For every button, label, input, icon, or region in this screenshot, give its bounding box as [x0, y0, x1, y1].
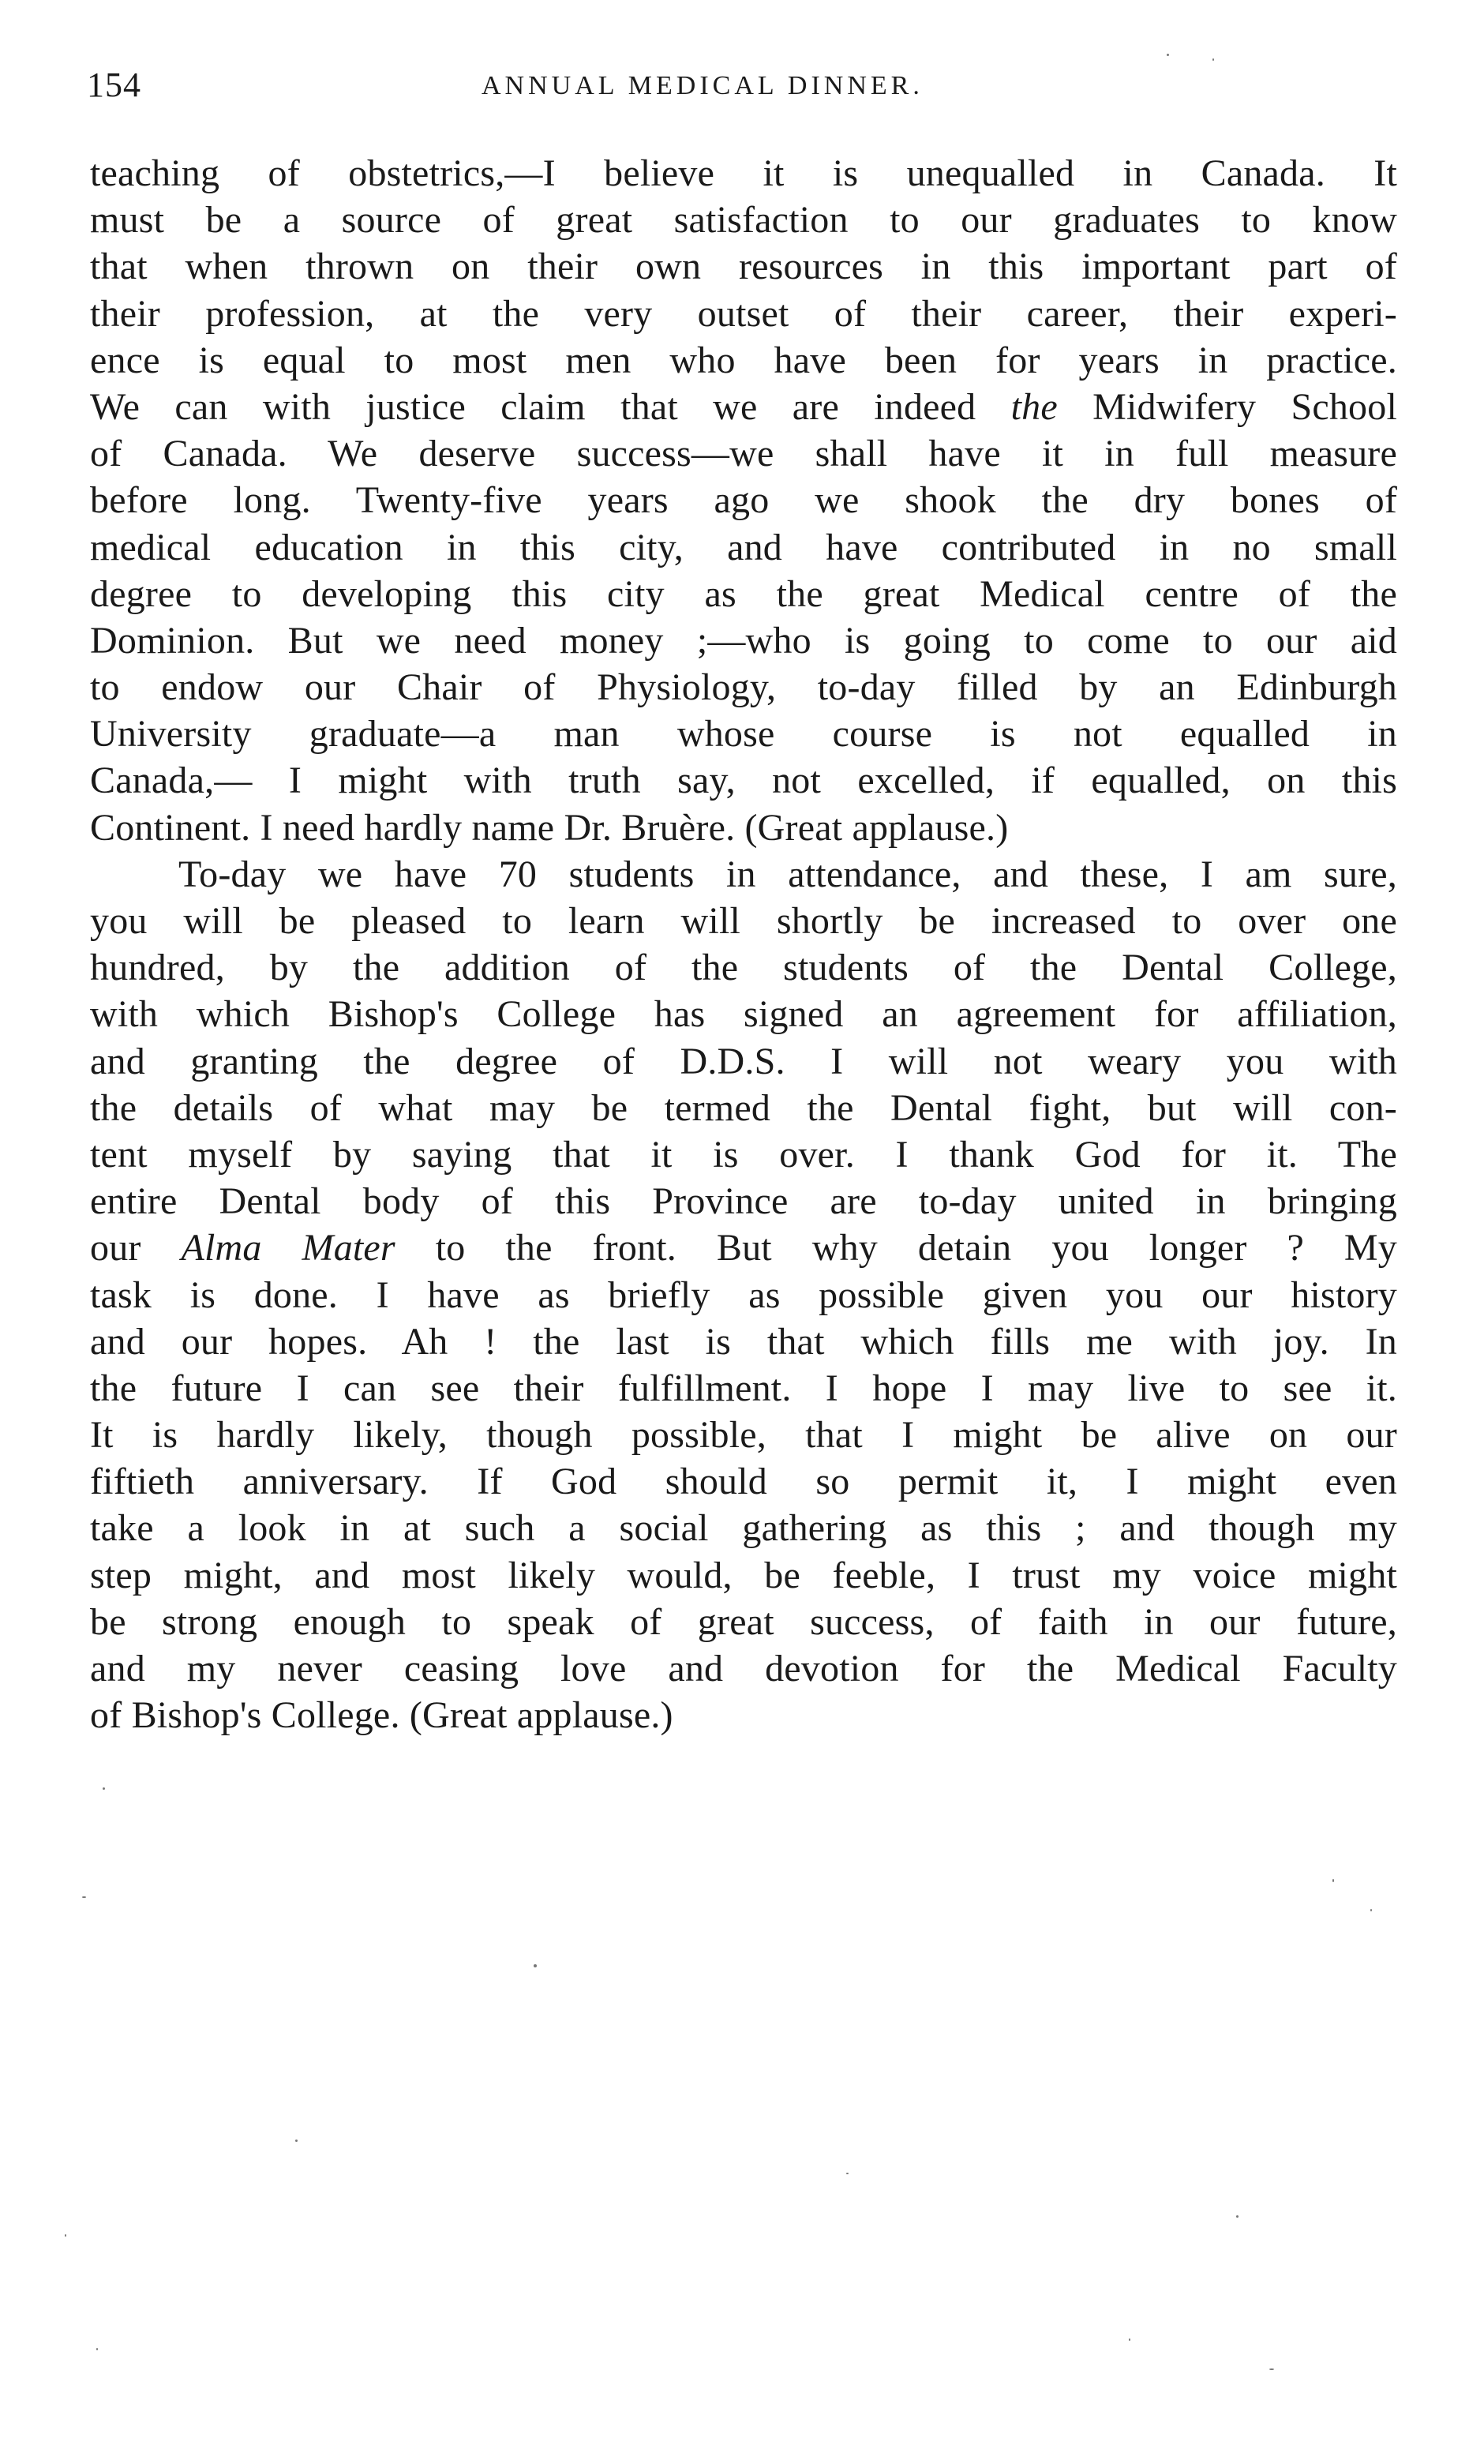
- text-line: ence is equal to most men who have been for years in practice.: [90, 339, 1397, 381]
- scan-speck: [103, 1787, 105, 1790]
- text-line: of Canada. We deserve success—we shall have it in full measure: [90, 433, 1397, 475]
- body-text: [90, 150, 1397, 1738]
- text-line: To-day we have 70 students in attendance, and these, I am sure,: [178, 853, 1397, 895]
- scan-speck: [295, 2140, 298, 2142]
- text-line: Dominion. But we need money ;—who is going to come to our aid: [90, 619, 1397, 662]
- scan-speck: [1269, 2368, 1274, 2370]
- italic-emphasis: Alma Mater: [181, 1227, 395, 1270]
- italic-emphasis: the: [1010, 385, 1058, 428]
- text-line: University graduate—a man whose course is not equalled in: [90, 713, 1397, 756]
- text-line: teaching of obstetrics,—I believe it is unequalled in Canada. It: [90, 152, 1397, 194]
- text-line: with which Bishop's College has signed an agreement for affiliation,: [90, 993, 1397, 1036]
- text-line: medical education in this city, and have contributed in no small: [90, 526, 1397, 568]
- running-head: [87, 65, 1413, 112]
- scan-speck: [1236, 2215, 1239, 2218]
- scan-speck: [82, 1896, 86, 1898]
- text-line: and my never ceasing love and devotion for the Medical Faculty: [90, 1648, 1397, 1690]
- running-title: ANNUAL MEDICAL DINNER.: [482, 71, 924, 100]
- text-line: be strong enough to speak of great success, of faith in our future,: [90, 1600, 1397, 1643]
- text-line: of Bishop's College. (Great applause.): [90, 1694, 673, 1737]
- text-line: before long. Twenty-five years ago we shook the dry bones of: [90, 479, 1397, 522]
- text-line: our Alma Mater to the front. But why detain you longer ? My: [90, 1227, 1397, 1270]
- text-line: and our hopes. Ah ! the last is that which fills me with joy. In: [90, 1320, 1397, 1363]
- scan-speck: [534, 1964, 537, 1967]
- text-line: We can with justice claim that we are indeed the Midwifery School: [90, 385, 1397, 428]
- text-line: task is done. I have as briefly as possible given you our history: [90, 1273, 1397, 1316]
- text-line: must be a source of great satisfaction to our graduates to know: [90, 199, 1397, 242]
- scan-speck: [96, 2348, 98, 2350]
- text-line: to endow our Chair of Physiology, to-day filled by an Edinburgh: [90, 666, 1397, 709]
- text-line: step might, and most likely would, be feeble, I trust my voice might: [90, 1554, 1397, 1596]
- text-line: and granting the degree of D.D.S. I will not weary you with: [90, 1040, 1397, 1082]
- text-line: Canada,— I might with truth say, not excelled, if equalled, on this: [90, 759, 1397, 802]
- text-line: you will be pleased to learn will shortly be increased to over one: [90, 900, 1397, 942]
- text-line: Continent. I need hardly name Dr. Bruère. (Great applause.): [90, 806, 1009, 849]
- scan-speck: [1370, 1909, 1372, 1911]
- text-line: their profession, at the very outset of their career, their experi-: [90, 292, 1397, 335]
- scan-speck: [65, 2234, 66, 2237]
- text-line: It is hardly likely, though possible, that I might be alive on our: [90, 1414, 1397, 1457]
- scan-speck: [1129, 2338, 1130, 2341]
- scan-speck: [1212, 58, 1214, 61]
- text-line: the future I can see their fulfillment. I hope I may live to see it.: [90, 1367, 1397, 1409]
- text-line: degree to developing this city as the great Medical centre of the: [90, 572, 1397, 615]
- text-line: hundred, by the addition of the students of the Dental College,: [90, 947, 1397, 989]
- scan-speck: [1332, 1879, 1334, 1882]
- text-line: tent myself by saying that it is over. I thank God for it. The: [90, 1133, 1397, 1176]
- scan-speck: [846, 2173, 849, 2174]
- text-line: that when thrown on their own resources in this important part of: [90, 246, 1397, 288]
- text-line: take a look in at such a social gathering as this ; and though my: [90, 1507, 1397, 1550]
- text-line: entire Dental body of this Province are to-day united in bringing: [90, 1180, 1397, 1223]
- text-line: fiftieth anniversary. If God should so permit it, I might even: [90, 1461, 1397, 1503]
- page-number: 154: [87, 66, 141, 104]
- scan-speck: [1167, 54, 1169, 56]
- text-line: the details of what may be termed the Dental fight, but will con-: [90, 1086, 1397, 1129]
